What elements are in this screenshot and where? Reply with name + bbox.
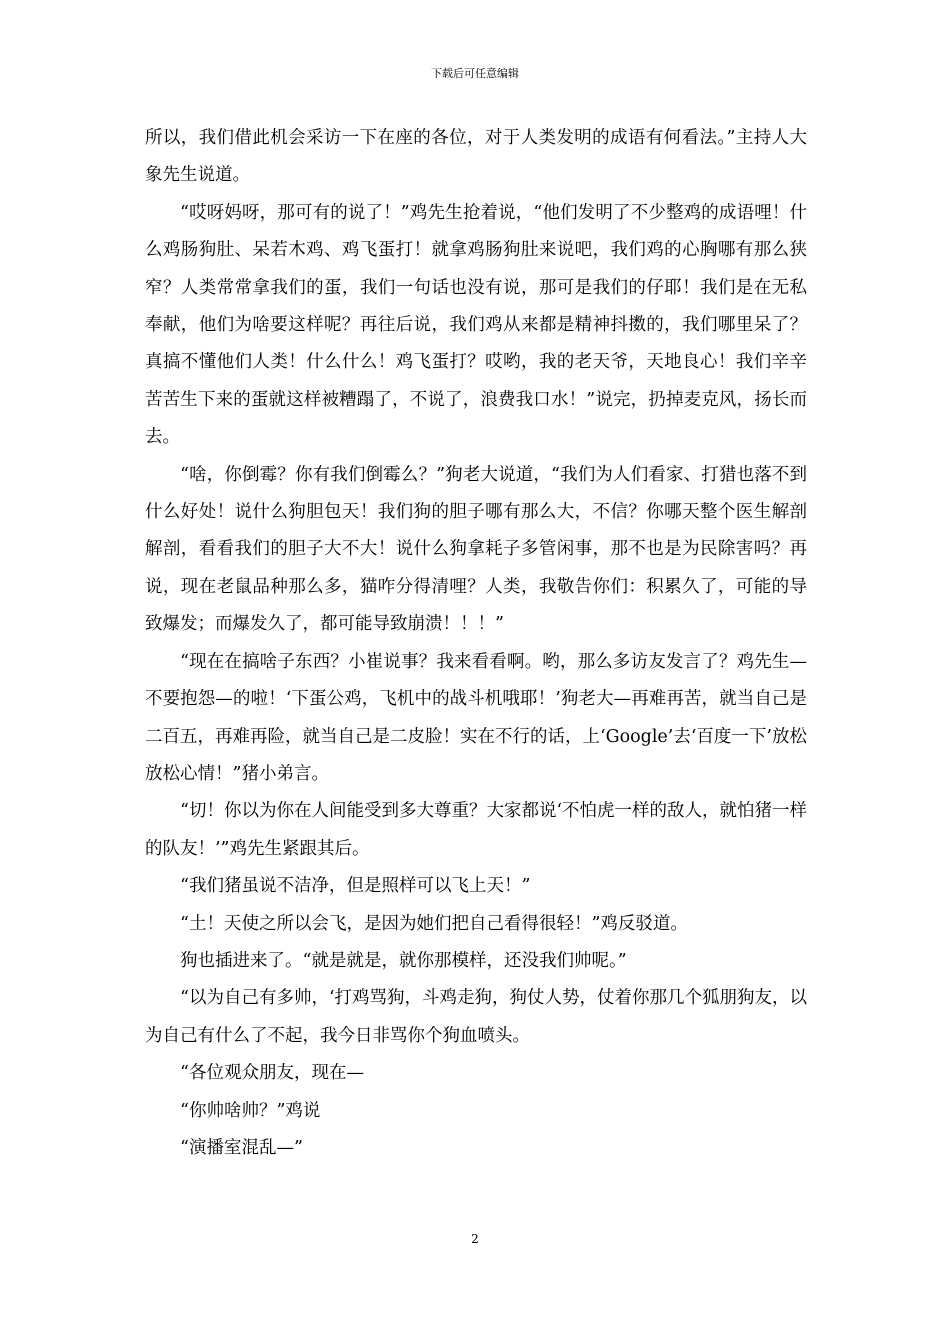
paragraph-5: “切！你以为你在人间能受到多大尊重？大家都说‘不怕虎一样的敌人，就怕猪一样的队友！’”鸡先生紧跟其后。 (145, 801, 808, 859)
page-number: 2 (471, 1232, 479, 1246)
paragraph-4: “现在在搞啥子东西？小崔说事？我来看看啊。哟，那么多访友发言了？鸡先生—不要抱怨—的啦！‘下蛋公鸡，飞机中的战斗机哦耶！’狗老大—再难再苦，就当自己是二百五，再难再险，就当自己是二皮脸！实在不行的话，上‘Google’去‘百度一下’放松放松心情！”猪小弟言。 (145, 651, 807, 784)
paragraph-10: “各位观众朋友，现在— (180, 1063, 364, 1084)
paragraph-11: “你帅啥帅？”鸡说 (180, 1100, 321, 1121)
paragraph-1: 所以，我们借此机会采访一下在座的各位，对于人类发明的成语有何看法。”主持人大象先生说道。 (145, 128, 807, 186)
paragraph-7: “土！天使之所以会飞，是因为她们把自己看得很轻！”鸡反驳道。 (180, 913, 688, 934)
paragraph-3: “啥，你倒霉？你有我们倒霉么？”狗老大说道，“我们为人们看家、打猎也落不到什么好处！说什么狗胆包天！我们狗的胆子哪有那么大，不信？你哪天整个医生解剖解剖，看看我们的胆子大不大！说什么狗拿耗子多管闲事，那不也是为民除害吗？再说，现在老鼠品种那么多，猫咋分得清哩？人类，我敬告你们：积累久了，可能的导致爆发；而爆发久了，都可能导致崩溃！！！” (145, 464, 807, 635)
paragraph-8: 狗也插进来了。“就是就是，就你那模样，还没我们帅呢。” (180, 950, 627, 971)
paragraph-2: “哎呀妈呀，那可有的说了！”鸡先生抢着说，“他们发明了不少整鸡的成语哩！什么鸡肠狗肚、呆若木鸡、鸡飞蛋打！就拿鸡肠狗肚来说吧，我们鸡的心胸哪有那么狭窄？人类常常拿我们的蛋，我们一句话也没有说，那可是我们的仔耶！我们是在无私奉献，他们为啥要这样呢？再往后说，我们鸡从来都是精神抖擞的，我们哪里呆了？真搞不懂他们人类！什么什么！鸡飞蛋打？哎哟，我的老天爷，天地良心！我们辛辛苦苦生下来的蛋就这样被糟蹋了，不说了，浪费我口水！”说完，扔掉麦克风，扬长而去。 (145, 202, 807, 448)
paragraph-9: “以为自己有多帅，‘打鸡骂狗，斗鸡走狗，狗仗人势，仗着你那几个狐朋狗友，以为自己有什么了不起，我今日非骂你个狗血喷头。 (145, 988, 808, 1046)
page-header: 下载后可任意编辑 (431, 67, 519, 80)
paragraph-12: “演播室混乱—” (180, 1137, 303, 1158)
document-body (145, 120, 807, 1167)
paragraph-6: “我们猪虽说不洁净，但是照样可以飞上天！” (180, 876, 531, 897)
